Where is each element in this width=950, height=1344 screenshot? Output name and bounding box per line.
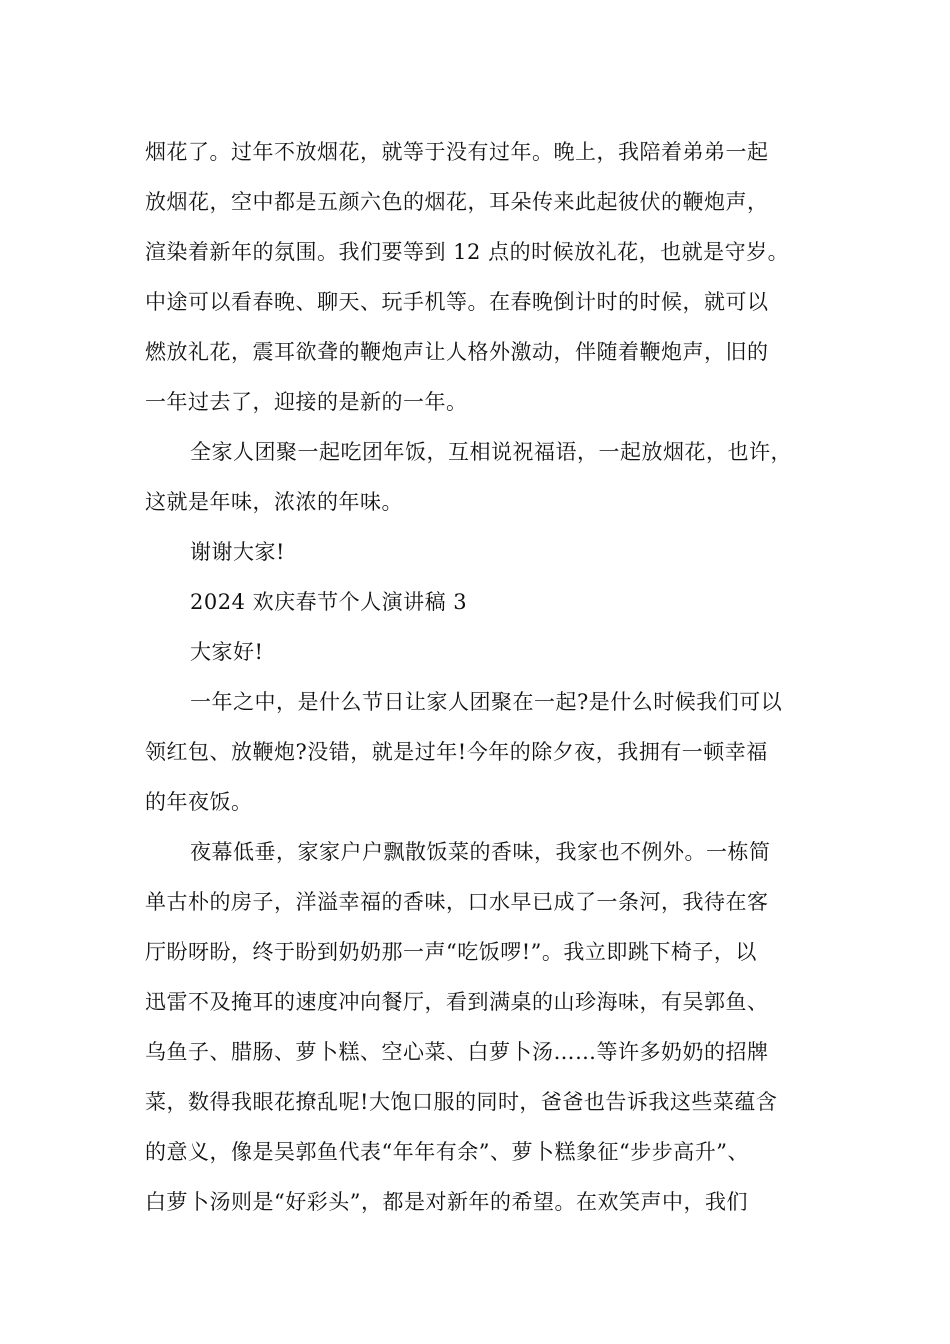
body-text-line: 放烟花，空中都是五颜六色的烟花，耳朵传来此起彼伏的鞭炮声， <box>145 190 769 214</box>
body-text-line: 燃放礼花，震耳欲聋的鞭炮声让人格外激动，伴随着鞭炮声，旧的 <box>145 340 769 364</box>
section-title: 2024 欢庆春节个人演讲稿 3 <box>190 590 468 614</box>
body-text-line: 烟花了。过年不放烟花，就等于没有过年。晚上，我陪着弟弟一起 <box>145 140 769 164</box>
body-text-line: 一年之中，是什么节日让家人团聚在一起?是什么时候我们可以 <box>190 690 783 714</box>
body-text-line: 中途可以看春晚、聊天、玩手机等。在春晚倒计时的时候，就可以 <box>145 290 769 314</box>
body-text-line: 厅盼呀盼，终于盼到奶奶那一声“吃饭啰!”。我立即跳下椅子，以 <box>145 940 757 964</box>
body-text-line: 领红包、放鞭炮?没错，就是过年!今年的除夕夜，我拥有一顿幸福 <box>145 740 768 764</box>
body-text-line: 菜，数得我眼花撩乱呢!大饱口服的同时，爸爸也告诉我这些菜蕴含 <box>145 1090 778 1114</box>
body-text-line: 这就是年味，浓浓的年味。 <box>145 490 403 514</box>
body-text-line: 的意义，像是吴郭鱼代表“年年有余”、萝卜糕象征“步步高升”、 <box>145 1140 749 1164</box>
body-text-line: 的年夜饭。 <box>145 790 253 814</box>
body-text-line: 一年过去了，迎接的是新的一年。 <box>145 390 468 414</box>
body-text-line: 渲染着新年的氛围。我们要等到 12 点的时候放礼花，也就是守岁。 <box>145 240 790 264</box>
body-text-line: 夜幕低垂，家家户户飘散饭菜的香味，我家也不例外。一栋简 <box>190 840 771 864</box>
body-text-line: 白萝卜汤则是“好彩头”，都是对新年的希望。在欢笑声中，我们 <box>145 1190 748 1214</box>
greeting-line: 大家好! <box>190 640 264 664</box>
body-text-line: 单古朴的房子，洋溢幸福的香味，口水早已成了一条河，我待在客 <box>145 890 769 914</box>
body-text-line: 全家人团聚一起吃团年饭，互相说祝福语，一起放烟花，也许， <box>190 440 792 464</box>
closing-line: 谢谢大家! <box>190 540 285 564</box>
body-text-line: 乌鱼子、腊肠、萝卜糕、空心菜、白萝卜汤……等许多奶奶的招牌 <box>145 1040 769 1064</box>
body-text-line: 迅雷不及掩耳的速度冲向餐厅，看到满桌的山珍海味，有吴郭鱼、 <box>145 990 769 1014</box>
